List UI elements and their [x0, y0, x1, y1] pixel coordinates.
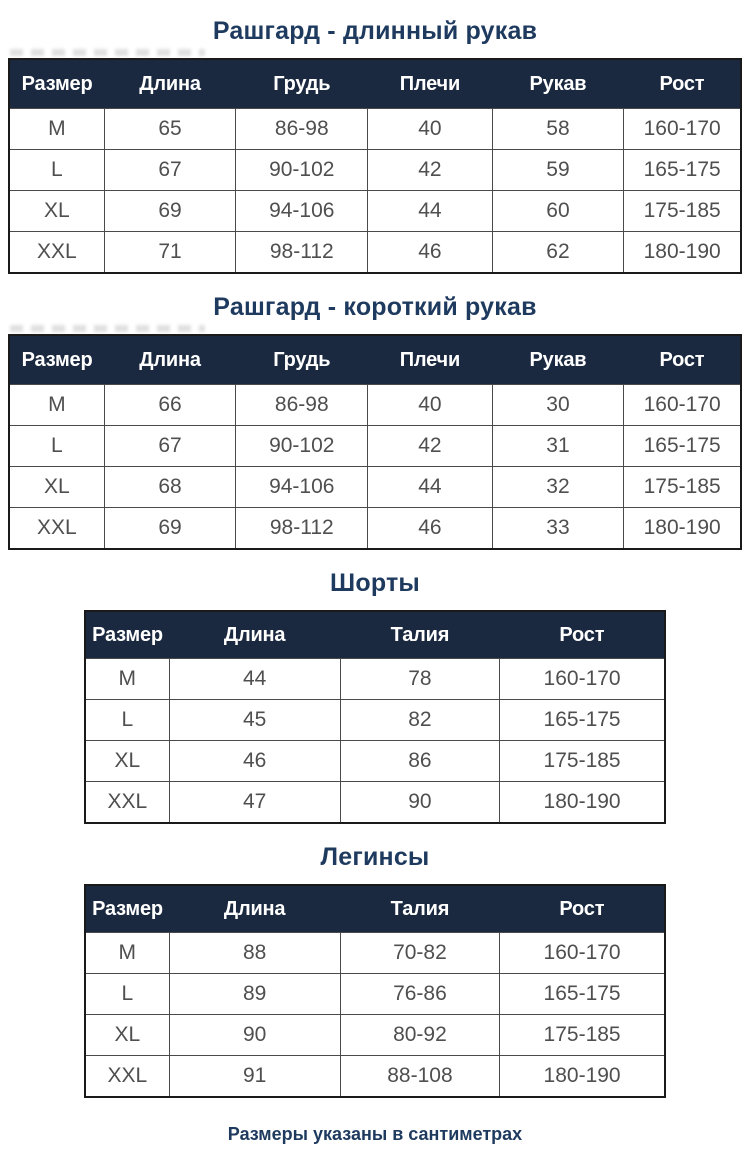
value-cell: 86-98	[236, 385, 368, 426]
value-cell: 44	[368, 191, 492, 232]
column-header: Плечи	[368, 335, 492, 385]
value-cell: 66	[104, 385, 236, 426]
size-table-rashguard-long-sleeve	[8, 58, 742, 274]
clipped-text-artifact	[10, 49, 205, 56]
size-cell: XL	[9, 467, 104, 508]
value-cell: 76-86	[340, 974, 500, 1015]
header-row	[9, 59, 741, 109]
size-cell: L	[85, 974, 169, 1015]
value-cell: 165-175	[624, 426, 741, 467]
column-header: Грудь	[236, 59, 368, 109]
value-cell: 160-170	[500, 933, 665, 974]
size-cell: XL	[85, 741, 169, 782]
value-cell: 42	[368, 150, 492, 191]
value-cell: 175-185	[500, 741, 665, 782]
column-header: Плечи	[368, 59, 492, 109]
size-table-section-shorts	[0, 568, 750, 824]
column-header: Талия	[340, 611, 500, 659]
value-cell: 175-185	[624, 191, 741, 232]
table-row	[9, 467, 741, 508]
table-row	[9, 508, 741, 550]
value-cell: 40	[368, 385, 492, 426]
value-cell: 98-112	[236, 508, 368, 550]
size-table-section-leggings	[0, 842, 750, 1098]
value-cell: 46	[169, 741, 340, 782]
size-cell: M	[9, 109, 104, 150]
value-cell: 40	[368, 109, 492, 150]
column-header: Размер	[85, 885, 169, 933]
value-cell: 67	[104, 426, 236, 467]
table-title-rashguard-short-sleeve: Рашгард - короткий рукав	[213, 293, 537, 321]
size-table-rashguard-short-sleeve	[8, 334, 742, 550]
table-row	[9, 150, 741, 191]
value-cell: 58	[492, 109, 624, 150]
value-cell: 44	[169, 659, 340, 700]
column-header: Рост	[500, 885, 665, 933]
value-cell: 47	[169, 782, 340, 824]
size-table-section-rashguard-short-sleeve	[0, 292, 750, 550]
value-cell: 31	[492, 426, 624, 467]
value-cell: 42	[368, 426, 492, 467]
header-row	[9, 335, 741, 385]
column-header: Размер	[9, 59, 104, 109]
value-cell: 60	[492, 191, 624, 232]
value-cell: 82	[340, 700, 500, 741]
value-cell: 69	[104, 191, 236, 232]
size-cell: M	[85, 659, 169, 700]
value-cell: 91	[169, 1056, 340, 1098]
table-row	[85, 659, 665, 700]
value-cell: 90	[169, 1015, 340, 1056]
column-header: Грудь	[236, 335, 368, 385]
table-row	[85, 1015, 665, 1056]
column-header: Рукав	[492, 59, 624, 109]
table-row	[85, 933, 665, 974]
value-cell: 30	[492, 385, 624, 426]
table-row	[85, 1056, 665, 1098]
size-cell: XL	[9, 191, 104, 232]
value-cell: 89	[169, 974, 340, 1015]
value-cell: 94-106	[236, 467, 368, 508]
table-row	[9, 109, 741, 150]
size-cell: L	[9, 426, 104, 467]
size-cell: M	[9, 385, 104, 426]
value-cell: 80-92	[340, 1015, 500, 1056]
value-cell: 46	[368, 508, 492, 550]
header-row	[85, 611, 665, 659]
size-cell: L	[85, 700, 169, 741]
size-table-section-rashguard-long-sleeve	[0, 16, 750, 274]
value-cell: 90-102	[236, 150, 368, 191]
value-cell: 165-175	[624, 150, 741, 191]
column-header: Длина	[104, 59, 236, 109]
value-cell: 33	[492, 508, 624, 550]
value-cell: 165-175	[500, 700, 665, 741]
value-cell: 160-170	[624, 109, 741, 150]
column-header: Длина	[169, 611, 340, 659]
value-cell: 90-102	[236, 426, 368, 467]
value-cell: 71	[104, 232, 236, 274]
table-row	[85, 700, 665, 741]
value-cell: 86	[340, 741, 500, 782]
clipped-text-artifact	[10, 325, 205, 332]
value-cell: 46	[368, 232, 492, 274]
value-cell: 45	[169, 700, 340, 741]
column-header: Рост	[624, 335, 741, 385]
column-header: Длина	[104, 335, 236, 385]
value-cell: 68	[104, 467, 236, 508]
table-row	[9, 426, 741, 467]
value-cell: 175-185	[500, 1015, 665, 1056]
column-header: Размер	[85, 611, 169, 659]
size-table-leggings	[84, 884, 666, 1098]
value-cell: 90	[340, 782, 500, 824]
value-cell: 180-190	[624, 232, 741, 274]
column-header: Талия	[340, 885, 500, 933]
value-cell: 98-112	[236, 232, 368, 274]
value-cell: 70-82	[340, 933, 500, 974]
table-wrap-shorts	[84, 610, 666, 824]
table-title-leggings: Легинсы	[320, 843, 430, 871]
table-title-rashguard-long-sleeve: Рашгард - длинный рукав	[212, 17, 538, 45]
size-cell: L	[9, 150, 104, 191]
header-row	[85, 885, 665, 933]
value-cell: 165-175	[500, 974, 665, 1015]
value-cell: 94-106	[236, 191, 368, 232]
column-header: Рост	[624, 59, 741, 109]
table-row	[85, 782, 665, 824]
units-note: Размеры указаны в сантиметрах	[227, 1124, 523, 1144]
size-cell: XL	[85, 1015, 169, 1056]
table-row	[9, 385, 741, 426]
table-wrap-rashguard-short-sleeve	[8, 334, 742, 550]
value-cell: 160-170	[624, 385, 741, 426]
tables-root	[0, 16, 750, 1098]
table-row	[9, 191, 741, 232]
value-cell: 67	[104, 150, 236, 191]
value-cell: 180-190	[500, 1056, 665, 1098]
table-row	[9, 232, 741, 274]
table-row	[85, 741, 665, 782]
value-cell: 69	[104, 508, 236, 550]
size-cell: XXL	[85, 1056, 169, 1098]
value-cell: 78	[340, 659, 500, 700]
value-cell: 32	[492, 467, 624, 508]
value-cell: 88	[169, 933, 340, 974]
value-cell: 175-185	[624, 467, 741, 508]
table-title-shorts: Шорты	[330, 569, 420, 597]
size-cell: M	[85, 933, 169, 974]
value-cell: 86-98	[236, 109, 368, 150]
value-cell: 65	[104, 109, 236, 150]
value-cell: 62	[492, 232, 624, 274]
table-wrap-leggings	[84, 884, 666, 1098]
value-cell: 180-190	[500, 782, 665, 824]
value-cell: 59	[492, 150, 624, 191]
table-row	[85, 974, 665, 1015]
column-header: Длина	[169, 885, 340, 933]
value-cell: 180-190	[624, 508, 741, 550]
size-cell: XXL	[9, 232, 104, 274]
size-cell: XXL	[85, 782, 169, 824]
value-cell: 44	[368, 467, 492, 508]
table-wrap-rashguard-long-sleeve	[8, 58, 742, 274]
size-cell: XXL	[9, 508, 104, 550]
column-header: Рост	[500, 611, 665, 659]
size-table-shorts	[84, 610, 666, 824]
value-cell: 88-108	[340, 1056, 500, 1098]
column-header: Размер	[9, 335, 104, 385]
column-header: Рукав	[492, 335, 624, 385]
value-cell: 160-170	[500, 659, 665, 700]
